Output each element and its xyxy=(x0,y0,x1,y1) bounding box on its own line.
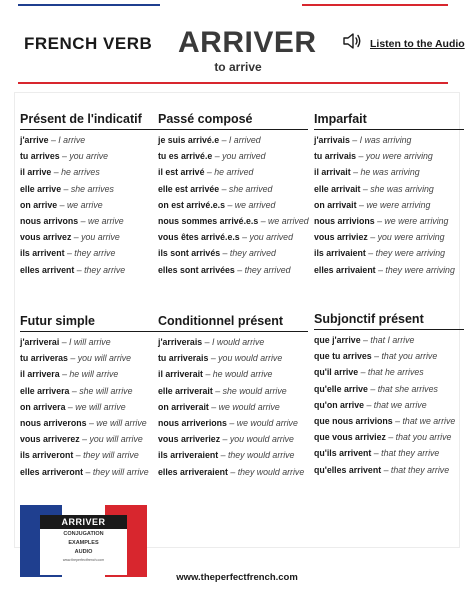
conjugation-row xyxy=(20,181,170,197)
conjugation-row xyxy=(20,262,170,278)
french-form: tu arriveras xyxy=(20,353,68,364)
conjugation-row xyxy=(20,164,170,180)
french-form: elle est arrivée xyxy=(158,183,220,194)
conjugation-row xyxy=(158,213,308,229)
french-form: qu'on arrive xyxy=(314,399,364,410)
section-title: Subjonctif présent xyxy=(314,312,464,330)
french-form: nous arrivons xyxy=(20,216,79,227)
conjugation-row xyxy=(314,364,464,380)
site-url[interactable]: www.theperfectfrench.com xyxy=(176,572,298,583)
separator: – xyxy=(219,135,229,145)
separator: – xyxy=(64,248,75,259)
conjugation-row xyxy=(158,229,308,245)
english-translation: you arrive xyxy=(69,151,109,162)
separator: – xyxy=(349,135,360,145)
conjugation-row xyxy=(314,229,464,245)
french-form: j'arriverais xyxy=(158,337,203,347)
conjugation-row xyxy=(314,245,464,261)
french-form: ils sont arrivés xyxy=(158,248,221,259)
english-translation: they would arrive xyxy=(237,466,305,477)
separator: – xyxy=(356,199,367,210)
separator: – xyxy=(86,418,97,429)
french-form: vous arriviez xyxy=(314,232,368,243)
page-label: FRENCH VERB xyxy=(24,34,153,53)
badge-card xyxy=(40,515,127,575)
separator: – xyxy=(356,151,366,162)
french-form: ils arrivaient xyxy=(314,248,366,259)
conjugation-row xyxy=(20,399,170,415)
french-form: vous arriverez xyxy=(20,434,80,445)
section-title: Conditionnel présent xyxy=(158,314,308,332)
conjugation-row xyxy=(158,350,308,366)
section-present xyxy=(20,112,170,278)
conjugation-row xyxy=(314,397,464,413)
conjugation-row xyxy=(158,431,308,447)
english-translation: you were arriving xyxy=(377,232,445,243)
french-form: nous arriverons xyxy=(20,418,87,429)
conjugation-row xyxy=(20,148,170,164)
conjugation-row xyxy=(158,383,308,399)
conjugation-row xyxy=(314,132,464,148)
english-translation: we arrive xyxy=(87,216,124,227)
english-translation: he was arriving xyxy=(360,167,420,178)
section-subjonctif xyxy=(314,312,464,478)
french-form: il est arrivé xyxy=(158,167,205,178)
conjugation-row xyxy=(314,164,464,180)
separator: – xyxy=(208,401,219,412)
english-translation: we would arrive xyxy=(218,401,280,412)
conjugation-row xyxy=(20,197,170,213)
conjugation-row xyxy=(158,415,308,431)
section-passe-compose xyxy=(158,112,308,278)
french-form: j'arriverai xyxy=(20,337,60,347)
conjugation-row xyxy=(20,383,170,399)
separator: – xyxy=(48,135,59,145)
french-form: on arrivera xyxy=(20,401,66,412)
french-form: qu'elle arrive xyxy=(314,383,368,394)
listen-audio-label[interactable]: Listen to the Audio xyxy=(370,37,465,50)
separator: – xyxy=(350,167,361,178)
separator: – xyxy=(202,337,212,347)
french-form: qu'elles arrivent xyxy=(314,464,382,475)
english-translation: they arrived xyxy=(244,264,291,275)
french-form: on est arrivé.e.s xyxy=(158,199,225,210)
english-translation: that he arrives xyxy=(367,367,424,378)
conjugation-list xyxy=(158,334,308,480)
separator: – xyxy=(74,264,85,275)
badge-line: EXAMPLES xyxy=(68,540,99,546)
header xyxy=(0,0,474,90)
separator: – xyxy=(367,383,378,394)
conjugation-row xyxy=(314,429,464,445)
english-translation: he would arrive xyxy=(212,369,273,380)
conjugation-row xyxy=(158,447,308,463)
verb-translation: to arrive xyxy=(214,60,262,74)
conjugation-row xyxy=(20,464,170,480)
separator: – xyxy=(65,401,76,412)
english-translation: they will arrive xyxy=(92,466,149,477)
english-translation: I arrive xyxy=(58,135,86,145)
separator: – xyxy=(83,466,93,477)
separator: – xyxy=(367,232,378,243)
conjugation-row xyxy=(158,148,308,164)
english-translation: we arrived xyxy=(234,199,276,210)
conjugation-row xyxy=(314,462,464,478)
english-translation: they were arriving xyxy=(375,248,446,259)
english-translation: we arrived xyxy=(268,216,309,227)
french-form: ils arriveraient xyxy=(158,450,219,461)
english-translation: they will arrive xyxy=(83,450,139,461)
conjugation-row xyxy=(158,181,308,197)
separator: – xyxy=(220,248,230,259)
conjugation-row xyxy=(158,245,308,261)
english-translation: she arrives xyxy=(70,183,114,194)
french-form: tu arrivais xyxy=(314,151,357,162)
separator: – xyxy=(358,367,368,378)
separator: – xyxy=(392,416,403,427)
english-translation: that we arrive xyxy=(373,399,427,410)
conjugation-row xyxy=(158,334,308,350)
conjugation-row xyxy=(314,332,464,348)
conjugation-row xyxy=(158,464,308,480)
separator: – xyxy=(51,167,62,178)
conjugation-row xyxy=(314,381,464,397)
conjugation-row xyxy=(158,197,308,213)
listen-audio-link[interactable] xyxy=(342,32,465,55)
french-form: il arriverait xyxy=(158,369,203,380)
english-translation: I would arrive xyxy=(211,337,265,347)
conjugation-row xyxy=(20,431,170,447)
french-form: je suis arrivé.e xyxy=(158,135,220,145)
english-translation: I arrived xyxy=(228,135,261,145)
french-form: vous êtes arrivé.e.s xyxy=(158,232,240,243)
separator: – xyxy=(381,464,391,475)
conjugation-row xyxy=(314,413,464,429)
english-translation: that she arrives xyxy=(377,383,438,394)
french-form: qu'ils arrivent xyxy=(314,448,372,459)
english-translation: we would arrive xyxy=(236,418,298,429)
separator: – xyxy=(360,183,371,194)
conjugation-row xyxy=(314,213,464,229)
conjugation-row xyxy=(20,366,170,382)
conjugation-row xyxy=(20,229,170,245)
separator: – xyxy=(220,434,230,445)
badge-url: www.theperfectfrench.com xyxy=(62,558,105,562)
english-translation: she will arrive xyxy=(79,385,133,396)
english-translation: she was arriving xyxy=(370,183,434,194)
separator: – xyxy=(226,418,237,429)
french-form: elles arrivent xyxy=(20,264,75,275)
english-translation: they were arriving xyxy=(385,264,455,275)
french-form: nous arriverions xyxy=(158,418,227,429)
badge-title: ARRIVER xyxy=(40,515,127,529)
separator: – xyxy=(78,216,88,227)
french-form: on arrive xyxy=(20,199,58,210)
french-form: tu arrives xyxy=(20,151,60,162)
section-futur xyxy=(20,314,170,480)
english-translation: they arrived xyxy=(229,248,276,259)
english-translation: I will arrive xyxy=(69,337,111,347)
separator: – xyxy=(57,199,67,210)
separator: – xyxy=(67,353,78,364)
french-form: vous arrivez xyxy=(20,232,72,243)
badge-line: AUDIO xyxy=(74,549,93,555)
separator: – xyxy=(374,216,385,227)
english-translation: you would arrive xyxy=(218,353,283,364)
header-divider xyxy=(18,82,448,84)
english-translation: she arrived xyxy=(228,183,273,194)
english-translation: that you arrive xyxy=(395,432,452,443)
separator: – xyxy=(234,264,245,275)
french-form: elle arrive xyxy=(20,183,62,194)
english-translation: that you arrive xyxy=(381,351,438,362)
conjugation-row xyxy=(20,132,170,148)
french-form: j'arrivais xyxy=(314,135,350,145)
english-translation: they would arrive xyxy=(227,450,295,461)
separator: – xyxy=(227,466,238,477)
english-translation: we arrive xyxy=(66,199,103,210)
english-translation: you arrive xyxy=(81,232,120,243)
french-form: tu es arrivé.e xyxy=(158,151,213,162)
separator: – xyxy=(360,335,371,345)
separator: – xyxy=(365,248,376,259)
separator: – xyxy=(385,432,396,443)
french-form: elles sont arrivées xyxy=(158,264,235,275)
conjugation-row xyxy=(158,164,308,180)
separator: – xyxy=(225,199,235,210)
french-form: j'arrive xyxy=(20,135,49,145)
conjugation-row xyxy=(158,399,308,415)
french-form: elle arriverait xyxy=(158,385,213,396)
separator: – xyxy=(371,351,382,362)
separator: – xyxy=(69,385,80,396)
badge-line: CONJUGATION xyxy=(63,531,104,537)
english-translation: you would arrive xyxy=(229,434,294,445)
separator: – xyxy=(71,232,82,243)
separator: – xyxy=(59,337,70,347)
french-form: ils arriveront xyxy=(20,450,74,461)
french-form: que vous arriviez xyxy=(314,432,386,443)
conjugation-row xyxy=(20,245,170,261)
english-translation: you were arriving xyxy=(365,151,433,162)
english-translation: that they arrive xyxy=(381,448,440,459)
french-form: tu arriverais xyxy=(158,353,209,364)
french-form: que tu arrives xyxy=(314,351,372,362)
conjugation-row xyxy=(20,334,170,350)
english-translation: we were arriving xyxy=(384,216,449,227)
conjugation-list xyxy=(20,132,170,278)
separator: – xyxy=(79,434,90,445)
separator: – xyxy=(203,369,213,380)
french-form: il arrivera xyxy=(20,369,60,380)
conjugation-list xyxy=(314,132,464,278)
section-title: Présent de l'indicatif xyxy=(20,112,170,130)
french-form: nous sommes arrivé.e.s xyxy=(158,216,259,227)
section-title: Passé composé xyxy=(158,112,308,130)
separator: – xyxy=(371,448,382,459)
french-form: elle arrivera xyxy=(20,385,70,396)
english-translation: that we arrive xyxy=(402,416,456,427)
english-translation: they arrive xyxy=(74,248,116,259)
conjugation-row xyxy=(158,262,308,278)
separator: – xyxy=(212,151,223,162)
separator: – xyxy=(219,183,229,194)
conjugation-row xyxy=(314,262,464,278)
french-form: on arrivait xyxy=(314,199,357,210)
french-form: elles arrivaient xyxy=(314,264,376,275)
english-translation: you arrived xyxy=(249,232,293,243)
conjugation-row xyxy=(314,197,464,213)
english-translation: you will arrive xyxy=(77,353,132,364)
conjugation-row xyxy=(20,415,170,431)
section-imparfait xyxy=(314,112,464,278)
separator: – xyxy=(204,167,215,178)
english-translation: we were arriving xyxy=(366,199,431,210)
french-form: elles arriveront xyxy=(20,466,84,477)
english-translation: he will arrive xyxy=(69,369,119,380)
separator: – xyxy=(375,264,386,275)
french-form: on arriverait xyxy=(158,401,209,412)
separator: – xyxy=(258,216,269,227)
separator: – xyxy=(59,151,70,162)
english-translation: they arrive xyxy=(84,264,126,275)
separator: – xyxy=(59,369,70,380)
section-title: Futur simple xyxy=(20,314,170,332)
french-form: elle arrivait xyxy=(314,183,361,194)
separator: – xyxy=(212,385,223,396)
conjugation-list xyxy=(314,332,464,478)
french-form: ils arrivent xyxy=(20,248,65,259)
conjugation-row xyxy=(158,132,308,148)
english-translation: we will arrive xyxy=(75,401,126,412)
conjugation-row xyxy=(158,366,308,382)
separator: – xyxy=(73,450,84,461)
conjugation-row xyxy=(314,148,464,164)
french-form: vous arriveriez xyxy=(158,434,221,445)
conjugation-list xyxy=(20,334,170,480)
conjugation-row xyxy=(20,213,170,229)
section-conditionnel xyxy=(158,314,308,480)
conjugation-row xyxy=(20,447,170,463)
french-form: que j'arrive xyxy=(314,335,361,345)
french-form: que nous arrivions xyxy=(314,416,393,427)
conjugation-list xyxy=(158,132,308,278)
french-form: il arrivait xyxy=(314,167,351,178)
french-form: nous arrivions xyxy=(314,216,375,227)
speaker-icon xyxy=(342,32,362,55)
section-title: Imparfait xyxy=(314,112,464,130)
french-form: elles arriveraient xyxy=(158,466,228,477)
separator: – xyxy=(218,450,228,461)
english-translation: he arrived xyxy=(214,167,254,178)
english-translation: he arrives xyxy=(61,167,100,178)
french-form: qu'il arrive xyxy=(314,367,359,378)
english-translation: that they arrive xyxy=(390,464,450,475)
separator: – xyxy=(208,353,219,364)
separator: – xyxy=(239,232,250,243)
english-translation: we will arrive xyxy=(96,418,147,429)
english-translation: she would arrive xyxy=(222,385,287,396)
separator: – xyxy=(61,183,71,194)
page-title: ARRIVER xyxy=(178,26,317,59)
conjugation-row xyxy=(314,348,464,364)
conjugation-row xyxy=(314,445,464,461)
english-translation: you arrived xyxy=(222,151,266,162)
english-translation: that I arrive xyxy=(370,335,415,345)
french-form: il arrive xyxy=(20,167,52,178)
english-translation: I was arriving xyxy=(359,135,412,145)
conjugation-row xyxy=(20,350,170,366)
conjugation-row xyxy=(314,181,464,197)
separator: – xyxy=(364,399,374,410)
english-translation: you will arrive xyxy=(89,434,143,445)
